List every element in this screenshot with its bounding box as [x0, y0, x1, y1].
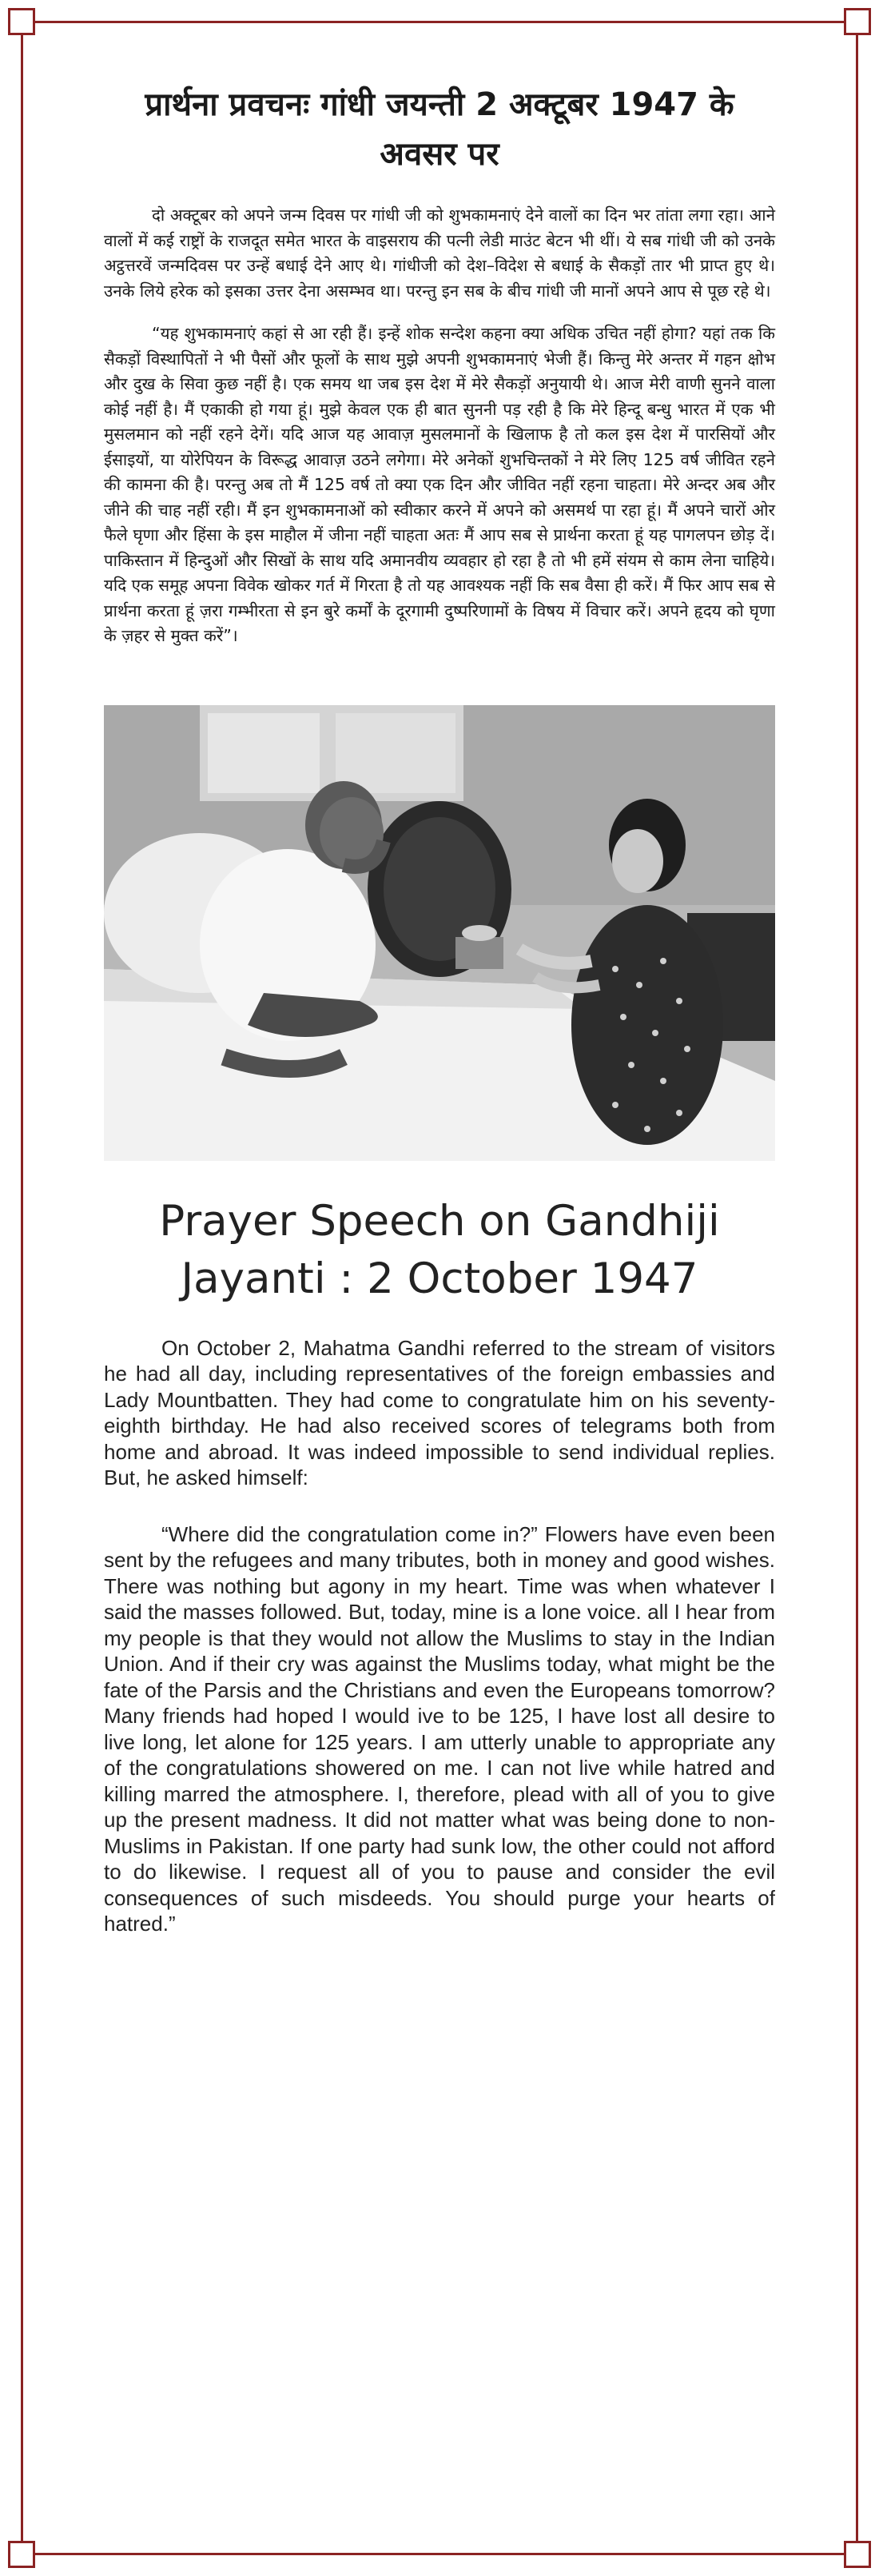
border-corner-ornament: [8, 2541, 35, 2568]
english-title: Prayer Speech on Gandhiji Jayanti : 2 October 1947: [159, 1196, 720, 1303]
border-corner-ornament: [844, 2541, 871, 2568]
hindi-paragraph-1: दो अक्टूबर को अपने जन्म दिवस पर गांधी जी को शुभकामनाएं देने वालों का दिन भर तांता लगा रहा। आने वालों में कई राष्ट्रों के राजदूत समेत भारत के वाइसराय की पत्नी लेडी माउंट बेटन भी थीं। ये सब गांधी जी को उनके अट्ठत्तरवें जन्मदिवस पर उन्हें बधाई देने आए थे। गांधीजी को देश–विदेश से बधाई के सैकड़ों तार भी प्राप्त हुए थे। उनके लिये हरेक को इसका उत्तर देना असम्भव था। परन्तु इन सब के बीच गांधी जी मानों अपने आप से पूछ रहे थे।: [104, 205, 775, 301]
document-body: [104, 80, 775, 1968]
border-corner-ornament: [8, 8, 35, 35]
english-paragraph-1: On October 2, Mahatma Gandhi referred to the stream of visitors he had all day, including representatives of the foreign embassies and Lady Mountbatten. They had come to congratulate him on his seventy-eighth birthday. He had also received scores of telegrams both from home and abroad. It was indeed impossible to send individual replies. But, he asked himself:: [104, 1335, 775, 1489]
hindi-title: प्रार्थना प्रवचनः गांधी जयन्ती 2 अक्टूबर 1947 के अवसर पर: [145, 86, 734, 173]
historical-photograph: [104, 705, 775, 1161]
border-corner-ornament: [844, 8, 871, 35]
english-paragraph-2: “Where did the congratulation come in?” Flowers have even been sent by the refugees and many tributes, both in money and good wishes. There was nothing but agony in my heart. Time was when whatever I said the masses followed. But, today, mine is a lone voice. all I hear from my people is that they would not allow the Muslims to stay in the Indian Union. And if their cry was against the Muslims today, what might be the fate of the Parsis and the Christians and even the Europeans tomorrow? Many friends had hoped I would ive to be 125, I have lost all desire to live long, let alone for 125 years. I am utterly unable to appropriate any of the congratulations showered on me. I can not live while hatred and killing marred the atmosphere. I, therefore, plead with all of you to give up the present madness. It did not matter what was being done to non-Muslims in Pakistan. If one party had sunk low, the other could not afford to do likewise. I request all of you to pause and consider the evil consequences of such misdeeds. You should purge your hearts of hatred.”: [104, 1521, 775, 1936]
hindi-paragraph-2: “यह शुभकामनाएं कहां से आ रही हैं। इन्हें शोक सन्देश कहना क्या अधिक उचित नहीं होगा? यहां तक कि सैकड़ों विस्थापितों ने भी पैसों और फूलों के साथ मुझे अपनी शुभकामनाएं भेजी हैं। किन्तु मेरे अन्तर में गहन क्षोभ और दुख के सिवा कुछ नहीं है। एक समय था जब इस देश में मेरे सैकड़ों अनुयायी थे। आज मेरी वाणी सुनने वाला कोई नहीं है। मैं एकाकी हो गया हूं। मुझे केवल एक ही बात सुननी पड़ रही है कि मेरे हिन्दू बन्धु भारत में एक भी मुसलमान को नहीं रहने देगें। यदि आज यह आवाज़ मुसलमानों के खिलाफ है तो कल इस देश में पारसियों और ईसाइयों, या योरेपियन के विरूद्ध आवाज़ उठने लगेगा। मेरे अनेकों शुभचिन्तकों ने मेरे लिए 125 वर्ष जीवित रहने की कामना की है। परन्तु अब तो मैं 125 वर्ष तो क्या एक दिन और जीवित नहीं रहना चाहता। मेरे अन्दर अब और जीने की चाह नहीं रही। मैं इन शुभकामनाओं को स्वीकार करने में अपने को असमर्थ पा रहा हूं। मैं अपने चारों ओर फैले घृणा और हिंसा के इस माहौल में जीना नहीं चाहता अतः मैं आप सब से प्रार्थना करता हूं यह पागलपन छोड़ दें। पाकिस्तान में हिन्दुओं और सिखों के साथ यदि अमानवीय व्यवहार हो रहा है तो भी हमें संयम से काम लेना चाहिये। यदि एक समूह अपना विवेक खोकर गर्त में गिरता है तो यह आवश्यक नहीं कि सब वैसा ही करें। मैं फिर आप सब से प्रार्थना करता हूं ज़रा गम्भीरता से इन बुरे कर्मों के दूरगामी दुष्परिणामों के विषय में विचार करें। अपने हृदय को घृणा के ज़हर से मुक्त करें”।: [104, 324, 776, 645]
